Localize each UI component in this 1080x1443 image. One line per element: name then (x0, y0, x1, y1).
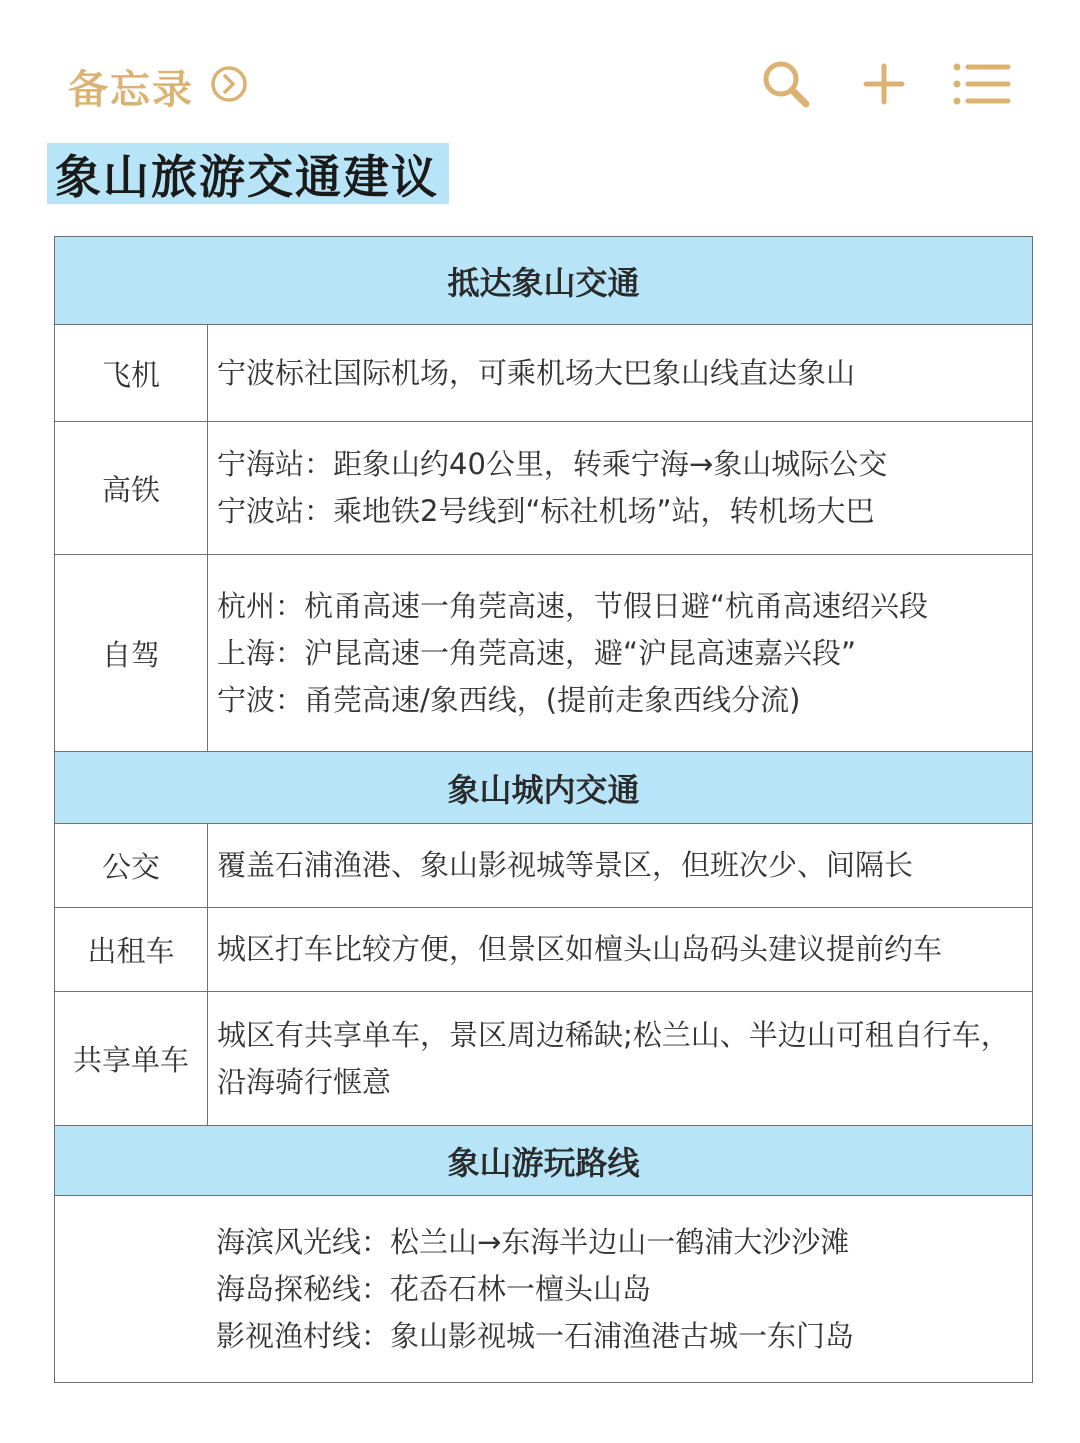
description-line: 城区打车比较方便，但景区如檀头山岛码头建议提前约车 (217, 932, 943, 966)
row-label: 公交 (55, 824, 208, 908)
plus-icon (860, 60, 908, 112)
top-bar (0, 0, 1080, 140)
table-row (55, 422, 1033, 555)
section-header (55, 1126, 1033, 1196)
row-description (208, 908, 1033, 992)
section-heading: 象山城内交通 (55, 752, 1033, 824)
title-highlight (47, 143, 449, 204)
section-heading: 象山游玩路线 (55, 1126, 1033, 1196)
row-description (208, 555, 1033, 752)
table-row (55, 555, 1033, 752)
description-line: 宁海站：距象山约40公里，转乘宁海→象山城际公交 (217, 447, 888, 481)
description-line: 宁波站：乘地铁2号线到“标社机场”站，转机场大巴 (217, 494, 875, 528)
transport-table (54, 236, 1033, 1383)
section-header (55, 752, 1033, 824)
description-line: 宁波标社国际机场，可乘机场大巴象山线直达象山 (217, 355, 856, 390)
row-label: 共享单车 (55, 992, 208, 1126)
row-label: 高铁 (55, 422, 208, 555)
back-label: 备忘录 (68, 66, 194, 113)
menu-button[interactable] (954, 58, 1010, 114)
description-line: 杭州：杭甬高速一角莞高速，节假日避“杭甬高速绍兴段 (217, 588, 929, 623)
row-label: 自驾 (55, 555, 208, 752)
row-description (208, 992, 1033, 1126)
table-row (55, 992, 1033, 1126)
description-line: 覆盖石浦渔港、象山影视城等景区，但班次少、间隔长 (217, 848, 914, 882)
table-row (55, 1196, 1033, 1383)
row-description (208, 422, 1033, 555)
table-row (55, 824, 1033, 908)
row-label: 出租车 (55, 908, 208, 992)
table-row (55, 325, 1033, 422)
page-title: 象山旅游交通建议 (55, 149, 439, 204)
route-line: 影视渔村线：象山影视城一石浦渔港古城一东门岛 (216, 1318, 855, 1353)
route-line: 海岛探秘线：花岙石林一檀头山岛 (216, 1271, 652, 1306)
route-line: 海滨风光线：松兰山→东海半边山一鹤浦大沙沙滩 (216, 1224, 850, 1259)
row-description (208, 325, 1033, 422)
description-line: 宁波：甬莞高速/象西线，(提前走象西线分流) (217, 682, 801, 717)
row-label: 飞机 (55, 325, 208, 422)
route-list (55, 1196, 1033, 1383)
chevron-right-circle-icon (210, 65, 248, 107)
list-icon (953, 62, 1011, 110)
description-line: 城区有共享单车，景区周边稀缺;松兰山、半边山可租自行车，沿海骑行惬意 (217, 1017, 1010, 1099)
search-icon (758, 56, 814, 116)
section-heading: 抵达象山交通 (55, 237, 1033, 325)
search-button[interactable] (758, 58, 814, 114)
back-button[interactable] (68, 58, 248, 114)
description-line: 上海：沪昆高速一角莞高速，避“沪昆高速嘉兴段” (217, 635, 857, 670)
row-description (208, 824, 1033, 908)
table-row (55, 908, 1033, 992)
add-note-button[interactable] (856, 58, 912, 114)
section-header (55, 237, 1033, 325)
